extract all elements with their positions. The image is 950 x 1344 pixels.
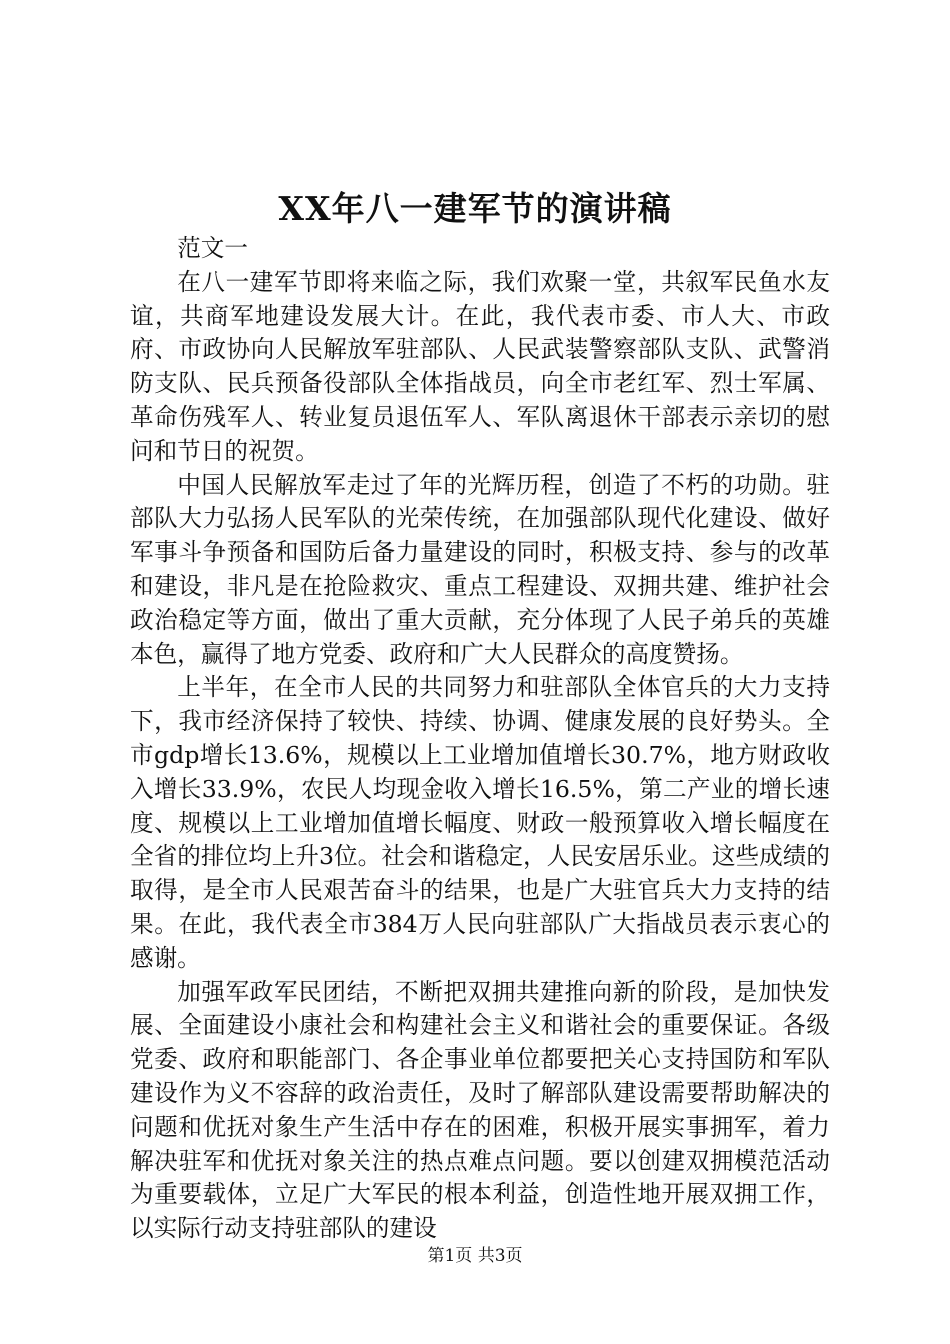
section-label: 范文一 — [177, 234, 248, 262]
document-body — [130, 232, 830, 1246]
document-title: XX年八一建军节的演讲稿 — [278, 189, 672, 228]
paragraph-2: 中国人民解放军走过了年的光辉历程，创造了不朽的功勋。驻部队大力弘扬人民军队的光荣传统，在加强部队现代化建设、做好军事斗争预备和国防后备力量建设的同时，积极支持、参与的改革和建设，非凡是在抢险救灾、重点工程建设、双拥共建、维护社会政治稳定等方面，做出了重大贡献，充分体现了人民子弟兵的英雄本色，赢得了地方党委、政府和广大人民群众的高度赞扬。 — [130, 470, 830, 668]
page-footer: 第1页 共3页 — [427, 1246, 523, 1266]
paragraph-4: 加强军政军民团结，不断把双拥共建推向新的阶段，是加快发展、全面建设小康社会和构建社会主义和谐社会的重要保证。各级党委、政府和职能部门、各企事业单位都要把关心支持国防和军队建设作为义不容辞的政治责任，及时了解部队建设需要帮助解决的问题和优抚对象生产生活中存在的困难，积极开展实事拥军，着力解决驻军和优抚对象关注的热点难点问题。要以创建双拥模范活动为重要载体，立足广大军民的根本利益，创造性地开展双拥工作，以实际行动支持驻部队的建设 — [130, 977, 830, 1243]
paragraph-3: 上半年，在全市人民的共同努力和驻部队全体官兵的大力支持下，我市经济保持了较快、持续、协调、健康发展的良好势头。全市gdp增长13.6%，规模以上工业增加值增长30.7%，地方财政收入增长33.9%，农民人均现金收入增长16.5%，第二产业的增长速度、规模以上工业增加值增长幅度、财政一般预算收入增长幅度在全省的排位均上升3位。社会和谐稳定，人民安居乐业。这些成绩的取得，是全市人民艰苦奋斗的结果，也是广大驻官兵大力支持的结果。在此，我代表全市384万人民向驻部队广大指战员表示衷心的感谢。 — [130, 673, 830, 972]
paragraph-1: 在八一建军节即将来临之际，我们欢聚一堂，共叙军民鱼水友谊，共商军地建设发展大计。在此，我代表市委、市人大、市政府、市政协向人民解放军驻部队、人民武装警察部队支队、武警消防支队、民兵预备役部队全体指战员，向全市老红军、烈士军属、革命伤残军人、转业复员退伍军人、军队离退休干部表示亲切的慰问和节日的祝贺。 — [130, 267, 830, 465]
